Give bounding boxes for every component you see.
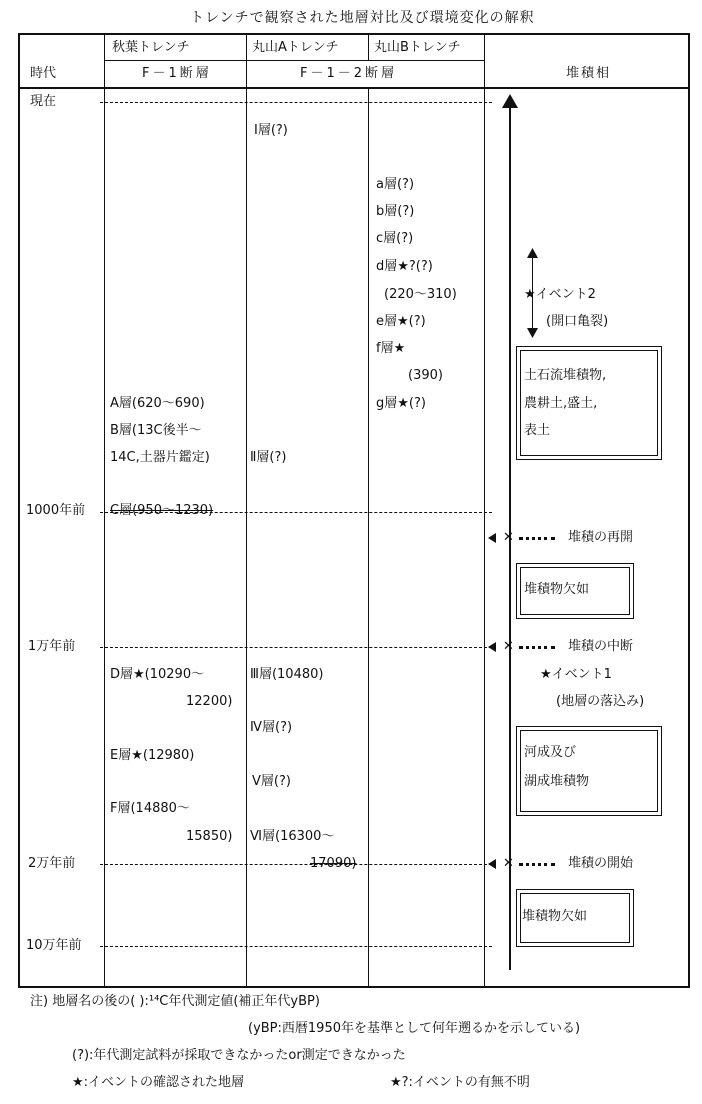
- maruyama-b-layer-e: e層★(?): [376, 314, 426, 329]
- header-maruyama-b: 丸山Bトレンチ: [374, 40, 461, 55]
- facies-box-lack-2-label: 堆積物欠如: [522, 909, 588, 924]
- facies-box-debris-line2: 農耕土,盛土,: [524, 396, 598, 411]
- maruyama-b-layer-f-2: (390): [408, 368, 443, 383]
- era-20000: 2万年前: [28, 856, 76, 871]
- akiba-layer-f-2: 15850): [186, 829, 233, 844]
- facies-box-debris-line3: 表土: [524, 423, 551, 438]
- maruyama-a-layer-5: Ⅴ層(?): [252, 774, 291, 789]
- header-maruyama-a: 丸山Aトレンチ: [252, 40, 339, 55]
- header-facies: 堆積相: [566, 66, 612, 81]
- maruyama-b-layer-d-2: (220～310): [384, 287, 457, 302]
- event2-desc: (開口亀裂): [546, 314, 609, 329]
- facies-box-fluvial-line2: 湖成堆積物: [524, 774, 590, 789]
- header-fault-f1: F－1断層: [142, 66, 212, 81]
- event2-label: ★イベント2: [524, 287, 596, 302]
- maruyama-a-layer-4: Ⅳ層(?): [250, 720, 293, 735]
- interrupt-label: 堆積の中断: [568, 639, 634, 654]
- akiba-layer-a: A層(620～690): [110, 396, 205, 411]
- resume-label: 堆積の再開: [568, 530, 634, 545]
- era-100000: 10万年前: [26, 938, 82, 953]
- header-time: 時代: [30, 66, 57, 81]
- akiba-layer-e: E層★(12980): [110, 748, 195, 763]
- note-4b: ★?:イベントの有無不明: [390, 1075, 530, 1090]
- note-1: 注) 地層名の後の( ):¹⁴C年代測定値(補正年代yBP): [30, 994, 320, 1009]
- maruyama-b-layer-c: c層(?): [376, 231, 414, 246]
- start-label: 堆積の開始: [568, 856, 634, 871]
- facies-box-lack-1-label: 堆積物欠如: [524, 582, 590, 597]
- facies-box-debris-line1: 土石流堆積物,: [524, 368, 607, 383]
- note-4a: ★:イベントの確認された地層: [72, 1075, 245, 1090]
- maruyama-a-layer-3: Ⅲ層(10480): [250, 667, 324, 682]
- event1-desc: (地層の落込み): [556, 694, 645, 709]
- era-present: 現在: [30, 94, 57, 109]
- maruyama-b-layer-f-1: f層★: [376, 341, 406, 356]
- note-2: (yBP:西暦1950年を基準として何年遡るかを示している): [248, 1021, 581, 1036]
- facies-box-fluvial: [516, 726, 662, 816]
- maruyama-b-layer-g: g層★(?): [376, 396, 426, 411]
- akiba-layer-d-2: 12200): [186, 694, 233, 709]
- era-10000: 1万年前: [28, 639, 76, 654]
- maruyama-b-layer-a: a層(?): [376, 177, 415, 192]
- maruyama-a-layer-2: Ⅱ層(?): [250, 450, 287, 465]
- akiba-layer-c: C層(950～1230): [110, 503, 214, 518]
- maruyama-a-layer-1: Ⅰ層(?): [254, 123, 288, 138]
- akiba-layer-b-2: 14C,土器片鑑定): [110, 450, 210, 465]
- maruyama-a-layer-6-2: 17090): [310, 856, 357, 871]
- facies-box-fluvial-line1: 河成及び: [524, 745, 577, 760]
- maruyama-b-layer-d-1: d層★?(?): [376, 259, 433, 274]
- maruyama-a-layer-6-1: Ⅵ層(16300～: [250, 829, 335, 844]
- akiba-layer-d-1: D層★(10290～: [110, 667, 205, 682]
- akiba-layer-f-1: F層(14880～: [110, 801, 190, 816]
- event1-label: ★イベント1: [540, 667, 612, 682]
- akiba-layer-b-1: B層(13C後半～: [110, 423, 202, 438]
- document-title: トレンチで観察された地層対比及び環境変化の解釈: [190, 10, 535, 26]
- maruyama-b-layer-b: b層(?): [376, 204, 415, 219]
- era-1000: 1000年前: [26, 503, 86, 518]
- note-3: (?):年代測定試料が採取できなかったor測定できなかった: [72, 1048, 406, 1063]
- header-fault-f12: F－1－2断層: [300, 66, 398, 81]
- header-akiba: 秋葉トレンチ: [112, 40, 190, 55]
